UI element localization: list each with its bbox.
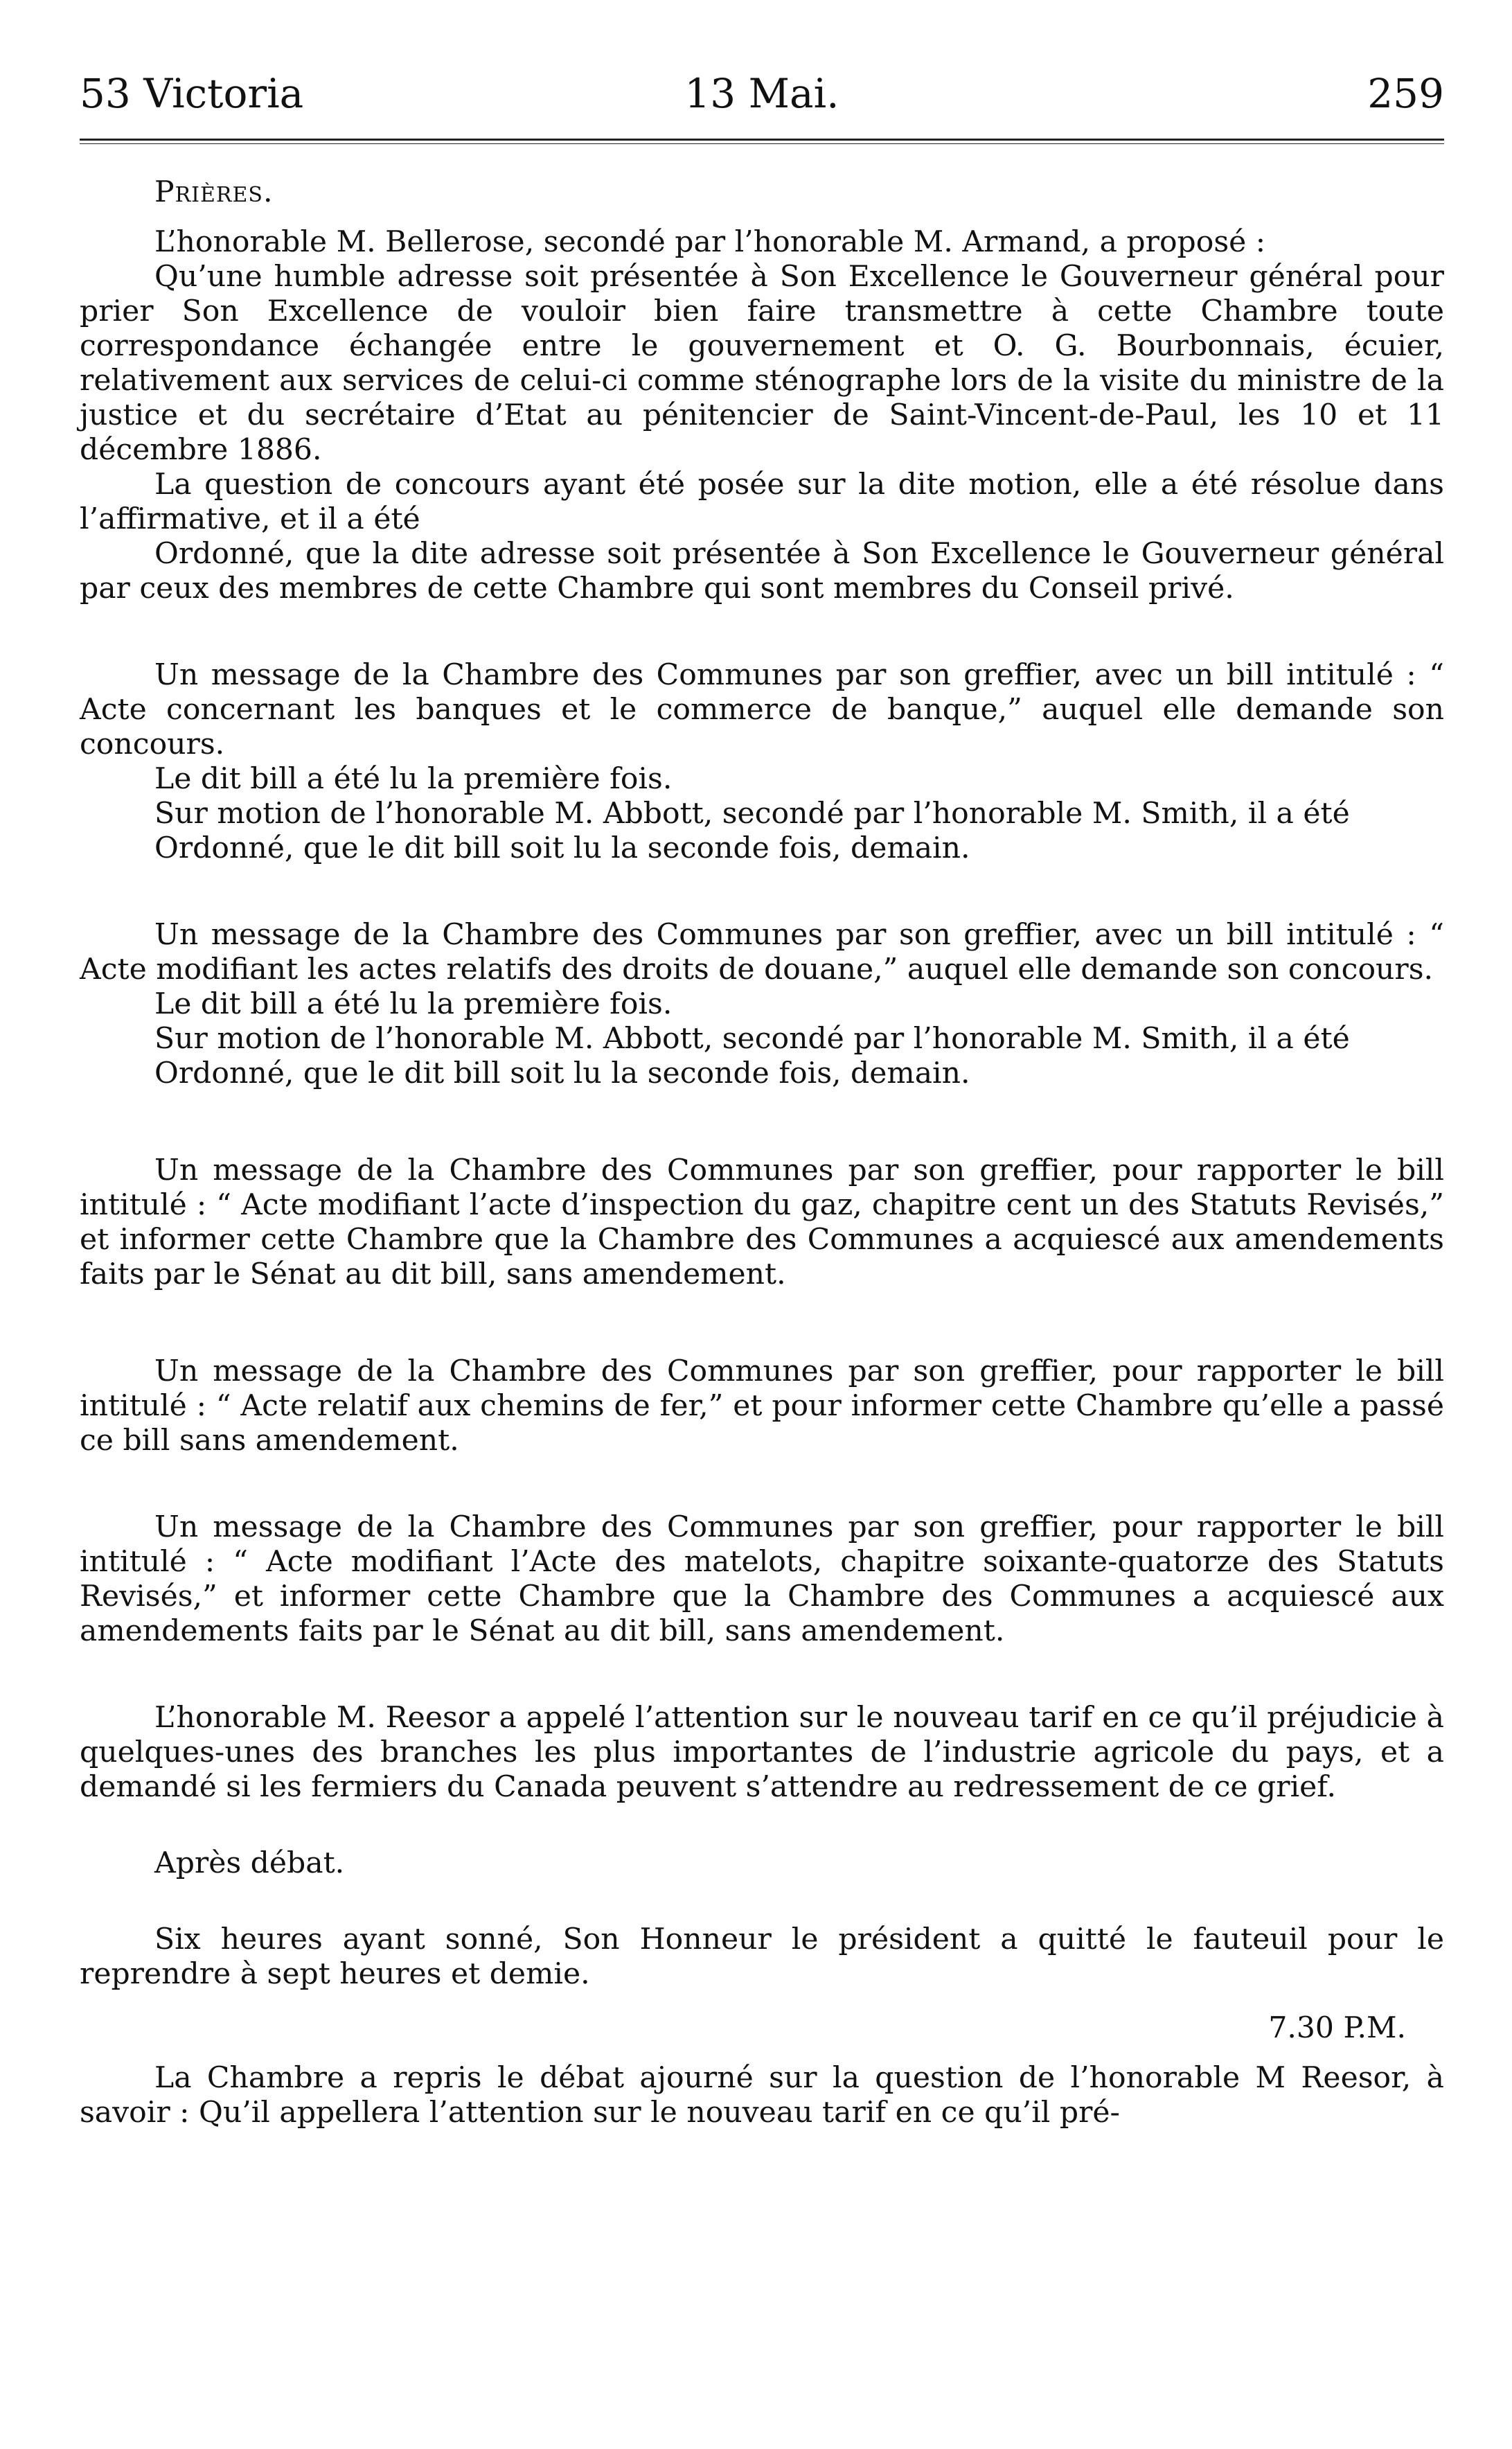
time-marker: 7.30 P.M. (1268, 2011, 1406, 2045)
paragraph: Un message de la Chambre des Communes par son greffier, avec un bill intitulé : “ Acte concernant les banques et le commerce de banque,” auquel elle demande son concours. (80, 658, 1444, 761)
paragraph: Six heures ayant sonné, Son Honneur le président a quitté le fauteuil pour le reprendre à sept heures et demie. (80, 1922, 1444, 1991)
paragraph: L’honorable M. Reesor a appelé l’attention sur le nouveau tarif en ce qu’il préjudicie à quelques-unes des branches les plus importantes de l’industrie agricole du pays, et a demandé si les fermiers du Canada peuvent s’attendre au redressement de ce grief. (80, 1701, 1444, 1804)
document-page (80, 62, 1444, 2130)
page-body (80, 175, 1444, 2130)
paragraph: Un message de la Chambre des Communes par son greffier, pour rapporter le bill intitulé : “ Acte modifiant l’Acte des matelots, chapitre soixante-quatorze des Statuts Revisés,” et informer cette Chambre que la Chambre des Communes a acquiescé aux amendements faits par le Sénat au dit bill, sans amendement. (80, 1510, 1444, 1648)
paragraph: Un message de la Chambre des Communes par son greffier, avec un bill intitulé : “ Acte modifiant les actes relatifs des droits de douane,” auquel elle demande son concours. (80, 918, 1444, 987)
paragraph: Le dit bill a été lu la première fois. (154, 762, 673, 796)
paragraph: Ordonné, que la dite adresse soit présentée à Son Excellence le Gouverneur général par ceux des membres de cette Chambre qui sont membres du Conseil privé. (80, 537, 1444, 605)
paragraph: Ordonné, que le dit bill soit lu la seconde fois, demain. (154, 1056, 970, 1090)
paragraph: La Chambre a repris le débat ajourné sur la question de l’honorable M Reesor, à savoir : Qu’il appellera l’attention sur le nouveau tarif en ce qu’il pré- (80, 2061, 1444, 2130)
header-date: 13 Mai. (684, 70, 839, 117)
paragraph: Sur motion de l’honorable M. Abbott, secondé par l’honorable M. Smith, il a été (154, 1022, 1350, 1056)
paragraph: Qu’une humble adresse soit présentée à Son Excellence le Gouverneur général pour prier Son Excellence de vouloir bien faire transmettre à cette Chambre toute correspondance échangée entre le gouvernement et O. G. Bourbonnais, écuier, relativement aux services de celui-ci comme sténographe lors de la visite du ministre de la justice et du secrétaire d’Etat au pénitencier de Saint-Vincent-de-Paul, les 10 et 11 décembre 1886. (80, 260, 1444, 467)
paragraph: Un message de la Chambre des Communes par son greffier, pour rapporter le bill intitulé : “ Acte modifiant l’acte d’inspection du gaz, chapitre cent un des Statuts Revisés,” et informer cette Chambre que la Chambre des Communes a acquiescé aux amendements faits par le Sénat au dit bill, sans amendement. (80, 1153, 1444, 1291)
header-rule (80, 139, 1444, 144)
paragraph: L’honorable M. Bellerose, secondé par l’honorable M. Armand, a proposé : (154, 225, 1266, 259)
paragraph: Ordonné, que le dit bill soit lu la seconde fois, demain. (154, 831, 970, 865)
running-header (80, 62, 1444, 125)
header-session: 53 Victoria (80, 70, 304, 117)
paragraph: La question de concours ayant été posée sur la dite motion, elle a été résolue dans l’affirmative, et il a été (80, 468, 1444, 536)
section-title: Prières. (154, 175, 274, 209)
paragraph: Sur motion de l’honorable M. Abbott, secondé par l’honorable M. Smith, il a été (154, 797, 1350, 831)
paragraph: Un message de la Chambre des Communes par son greffier, pour rapporter le bill intitulé : “ Acte relatif aux chemins de fer,” et pour informer cette Chambre qu’elle a passé ce bill sans amendement. (80, 1354, 1444, 1458)
paragraph: Le dit bill a été lu la première fois. (154, 987, 673, 1021)
page-number: 259 (1367, 70, 1444, 117)
paragraph: Après débat. (154, 1846, 345, 1880)
